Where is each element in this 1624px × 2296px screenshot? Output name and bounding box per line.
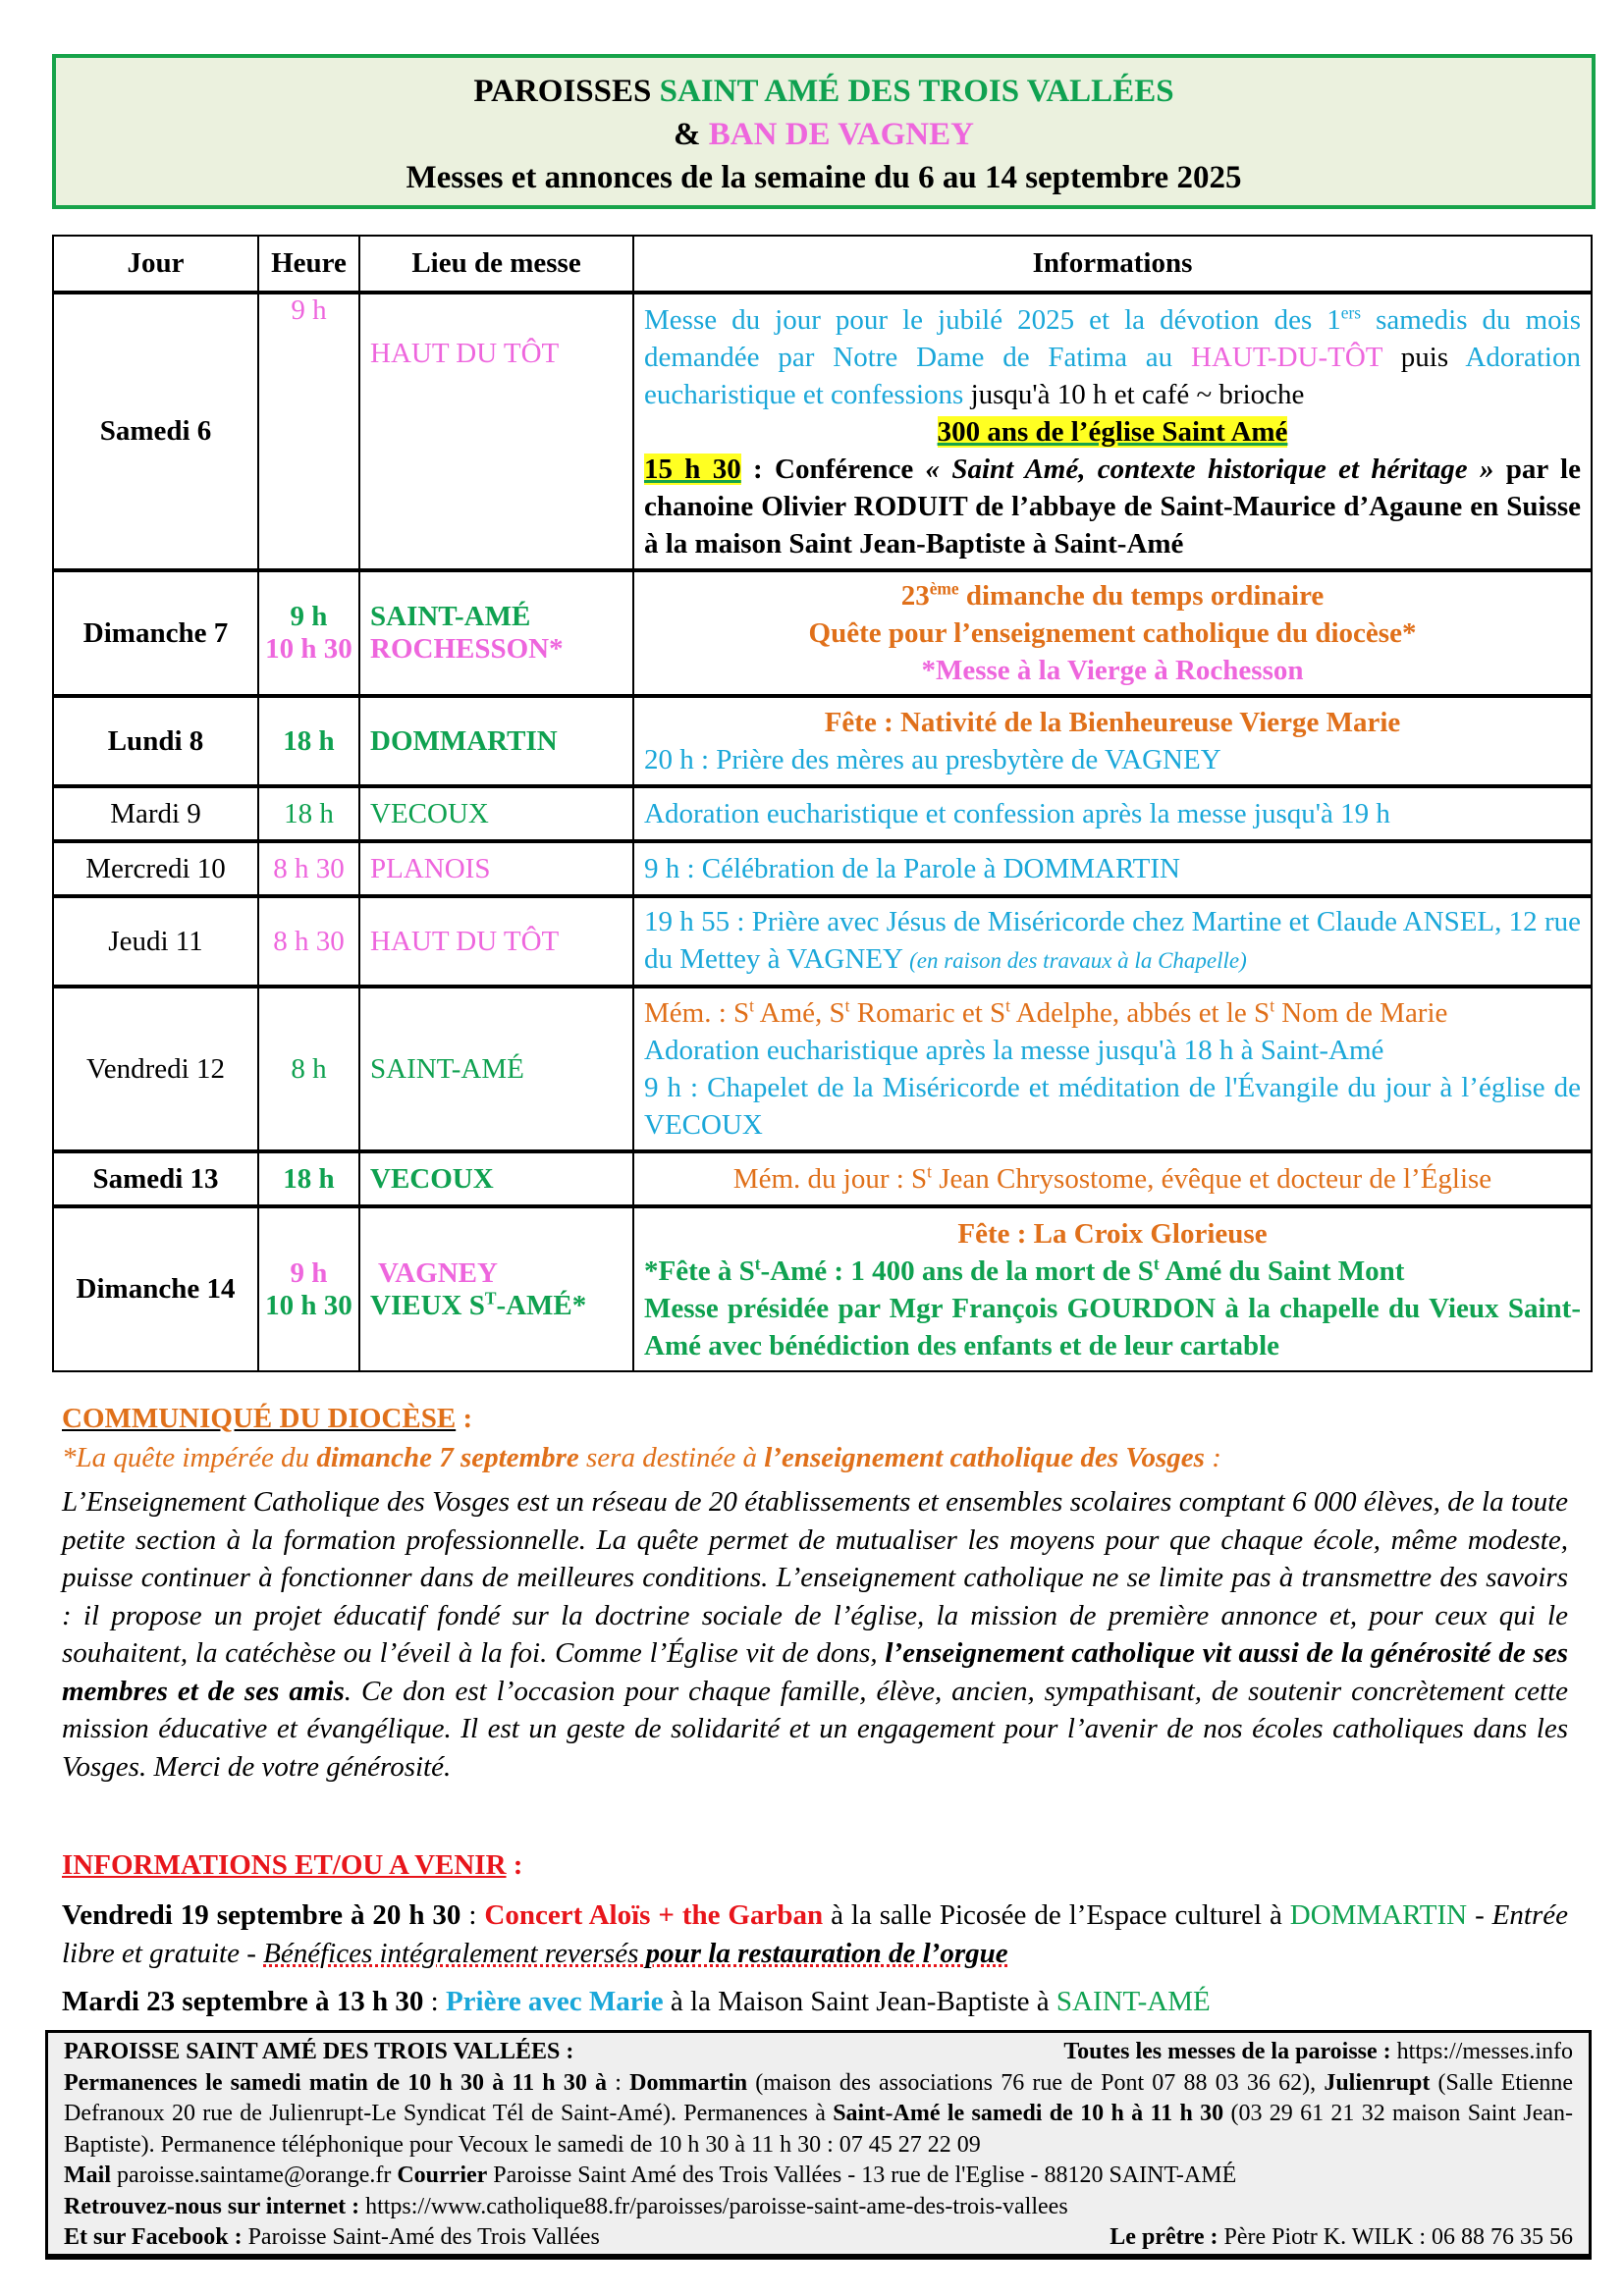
info-jubilee: Messe du jour pour le jubilé 2025 et la dévotion des 1ers samedis du mois demandée par Notre Dame de Fatima au HAUT-DU-TÔT puis Adoration eucharistique et confessions jusqu'à 10 h et café ~ brioche bbox=[644, 301, 1581, 410]
time-cell: 8 h 30 bbox=[258, 896, 359, 987]
event-prayer: Mardi 23 septembre à 13 h 30 : Prière avec Marie à la Maison Saint Jean-Baptiste à SAINT-AMÉ bbox=[62, 1986, 1211, 2017]
day-cell: Samedi 13 bbox=[53, 1151, 258, 1206]
header-line-vagney: & BAN DE VAGNEY bbox=[674, 117, 974, 152]
place-cell: HAUT DU TÔT bbox=[359, 293, 633, 570]
info-cell: Adoration eucharistique et confession après la messe jusqu'à 19 h bbox=[633, 786, 1592, 841]
mail-link[interactable]: paroisse.saintame@orange.fr bbox=[111, 2163, 398, 2188]
day-cell: Lundi 8 bbox=[53, 696, 258, 786]
footer-title-row bbox=[64, 2037, 1573, 2068]
footer-website: Retrouvez-nous sur internet : https://www.catholique88.fr/paroisses/paroisse-saint-ame-des-trois-vallees bbox=[64, 2193, 1068, 2219]
info-cell: Fête : La Croix Glorieuse *Fête à $S^t$-Amé : 1 400 ans de la mort de $S^t$ Amé du Saint Mont Messe présidée par Mgr François GOURDON à la chapelle du Vieux Saint-Amé avec bénédiction des enfants et de leur cartable bbox=[633, 1206, 1592, 1371]
table-row bbox=[53, 293, 1592, 570]
table-row bbox=[53, 896, 1592, 987]
place-cell: VECOUX bbox=[359, 786, 633, 841]
info-anniversary: 300 ans de l’église Saint Amé bbox=[937, 415, 1288, 448]
header-subtitle: Messes et annonces de la semaine du 6 au 14 septembre 2025 bbox=[406, 160, 1242, 195]
communique-title: COMMUNIQUÉ DU DIOCÈSE : bbox=[62, 1403, 473, 1434]
footer-parish-name: PAROISSE SAINT AMÉ DES TROIS VALLÉES : bbox=[64, 2039, 574, 2064]
communique-body: L’Enseignement Catholique des Vosges est un réseau de 20 établissements et ensembles scolaires comptant 6 000 élèves, de la toute petite section à la formation professionnelle. La quête permet de mutualiser les moyens pour que chaque école, même modeste, puisse continuer à fonctionner dans de meilleures conditions. L’enseignement catholique ne se limite pas à transmettre des savoirs : il propose un projet éducatif fondé sur la doctrine sociale de l’église, la mission de première annonce et, pour ceux qui le souhaitent, la catéchèse ou l’éveil à la foi. Comme l’Église vit de dons, l’enseignement catholique vit aussi de la générosité de ses membres et de ses amis. Ce don est l’occasion pour chaque famille, élève, ancien, sympathisant, de soutenir concrètement cette mission éducative et évangélique. Il est un geste de solidarité et un engagement pour l’avenir de nos écoles catholiques dans les Vosges. Merci de votre générosité. bbox=[62, 1486, 1568, 1783]
day-cell: Vendredi 12 bbox=[53, 987, 258, 1151]
info-cell: Mém. : $S^t$ Amé, $S^t$ Romaric et $S^t$ Adelphe, abbés et le $S^t$ Nom de Marie Adoration eucharistique après la messe jusqu'à 18 h à Saint-Amé 9 h : Chapelet de la Miséricorde et méditation de l'Évangile du jour à l’église de VECOUX bbox=[633, 987, 1592, 1151]
table-header-row bbox=[53, 236, 1592, 293]
communique-subtitle: *La quête impérée du dimanche 7 septembre sera destinée à l’enseignement catholique des Vosges : bbox=[62, 1442, 1221, 1473]
time-cell: 18 h bbox=[258, 1151, 359, 1206]
info-cell bbox=[633, 293, 1592, 570]
parish-name-saint-ame: SAINT AMÉ DES TROIS VALLÉES bbox=[659, 74, 1174, 109]
place-cell: VAGNEY VIEUX $S^T-AMÉ*$ bbox=[359, 1206, 633, 1371]
table-row bbox=[53, 1206, 1592, 1371]
footer-permanences: Permanences le samedi matin de 10 h 30 à 11 h 30 à : Dommartin (maison des associations 76 rue de Pont 07 88 03 36 62), Julienrupt (Salle Etienne Defranoux 20 rue de Julienrupt-Le Syndicat Tél de Saint-Amé). Permanences à Saint-Amé le samedi de 10 h à 11 h 30 (03 29 61 21 32 maison Saint Jean-Baptiste). Permanence téléphonique pour Vecoux le samedi de 10 h 30 à 11 h 30 : 07 45 27 22 09 bbox=[64, 2069, 1574, 2158]
day-cell: Dimanche 7 bbox=[53, 570, 258, 696]
time-cell: 18 h bbox=[258, 696, 359, 786]
time-cell: 9 h bbox=[258, 293, 359, 570]
info-cell: Fête : Nativité de la Bienheureuse Vierge Marie 20 h : Prière des mères au presbytère de VAGNEY bbox=[633, 696, 1592, 786]
all-masses-link[interactable]: Toutes les messes de la paroisse : https://messes.info bbox=[1063, 2039, 1573, 2064]
time-cell: 8 h 30 bbox=[258, 841, 359, 896]
table-row bbox=[53, 696, 1592, 786]
header-line-parishes: PAROISSES SAINT AMÉ DES TROIS VALLÉES bbox=[473, 74, 1174, 109]
day-cell: Jeudi 11 bbox=[53, 896, 258, 987]
day-cell: Mardi 9 bbox=[53, 786, 258, 841]
place-cell: SAINT-AMÉ bbox=[359, 987, 633, 1151]
column-header-info: Informations bbox=[633, 236, 1592, 293]
place-cell: HAUT DU TÔT bbox=[359, 896, 633, 987]
info-cell: 19 h 55 : Prière avec Jésus de Miséricorde chez Martine et Claude ANSEL, 12 rue du Mettey à VAGNEY (en raison des travaux à la Chapelle) bbox=[633, 896, 1592, 987]
website-link[interactable]: https://www.catholique88.fr/paroisses/paroisse-saint-ame-des-trois-vallees bbox=[365, 2193, 1068, 2219]
column-header-day: Jour bbox=[53, 236, 258, 293]
day-cell: Samedi 6 bbox=[53, 293, 258, 570]
upcoming-informations bbox=[62, 1845, 1568, 2021]
day-cell: Dimanche 14 bbox=[53, 1206, 258, 1371]
info-conference: 15 h 30 : Conférence « Saint Amé, contexte historique et héritage » par le chanoine Olivier RODUIT de l’abbaye de Saint-Maurice d’Agaune en Suisse à la maison Saint Jean-Baptiste à Saint-Amé bbox=[644, 453, 1581, 560]
table-row bbox=[53, 1151, 1592, 1206]
time-cell: 18 h bbox=[258, 786, 359, 841]
table-row bbox=[53, 786, 1592, 841]
table-row bbox=[53, 987, 1592, 1151]
priest-contact: Le prêtre : Père Piotr K. WILK : 06 88 76 35 56 bbox=[1110, 2224, 1573, 2250]
time-cell: 8 h bbox=[258, 987, 359, 1151]
time-cell: 9 h 10 h 30 bbox=[258, 570, 359, 696]
event-concert: Vendredi 19 septembre à 20 h 30 : Concert Aloïs + the Garban à la salle Picosée de l’Espace culturel à DOMMARTIN - Entrée libre et gratuite - Bénéfices intégralement reversés pour la restauration de l’orgue bbox=[62, 1899, 1568, 1969]
table-row bbox=[53, 570, 1592, 696]
info-cell: 9 h : Célébration de la Parole à DOMMARTIN bbox=[633, 841, 1592, 896]
info-cell: 23ème dimanche du temps ordinaire Quête pour l’enseignement catholique du diocèse* *Messe à la Vierge à Rochesson bbox=[633, 570, 1592, 696]
info-cell: Mém. du jour : $S^t$ Jean Chrysostome, évêque et docteur de l’Église bbox=[633, 1151, 1592, 1206]
column-header-place: Lieu de messe bbox=[359, 236, 633, 293]
footer-contact: Mail paroisse.saintame@orange.fr Courrier Paroisse Saint Amé des Trois Vallées - 13 rue de l'Eglise - 88120 SAINT-AMÉ bbox=[64, 2163, 1237, 2188]
time-cell: 9 h 10 h 30 bbox=[258, 1206, 359, 1371]
column-header-time: Heure bbox=[258, 236, 359, 293]
mass-schedule-table bbox=[52, 235, 1593, 1372]
place-cell: VECOUX bbox=[359, 1151, 633, 1206]
place-cell: SAINT-AMÉ ROCHESSON* bbox=[359, 570, 633, 696]
diocese-communique bbox=[62, 1399, 1568, 1786]
informations-title: INFORMATIONS ET/OU A VENIR : bbox=[62, 1849, 523, 1881]
facebook-link[interactable]: Et sur Facebook : Paroisse Saint-Amé des Trois Vallées bbox=[64, 2224, 600, 2250]
parish-name-vagney: BAN DE VAGNEY bbox=[708, 117, 974, 152]
table-row bbox=[53, 841, 1592, 896]
footer-bottom-row bbox=[64, 2222, 1573, 2254]
day-cell: Mercredi 10 bbox=[53, 841, 258, 896]
place-cell: DOMMARTIN bbox=[359, 696, 633, 786]
place-cell: PLANOIS bbox=[359, 841, 633, 896]
parish-contact-footer bbox=[45, 2030, 1592, 2260]
bulletin-header bbox=[52, 54, 1596, 209]
